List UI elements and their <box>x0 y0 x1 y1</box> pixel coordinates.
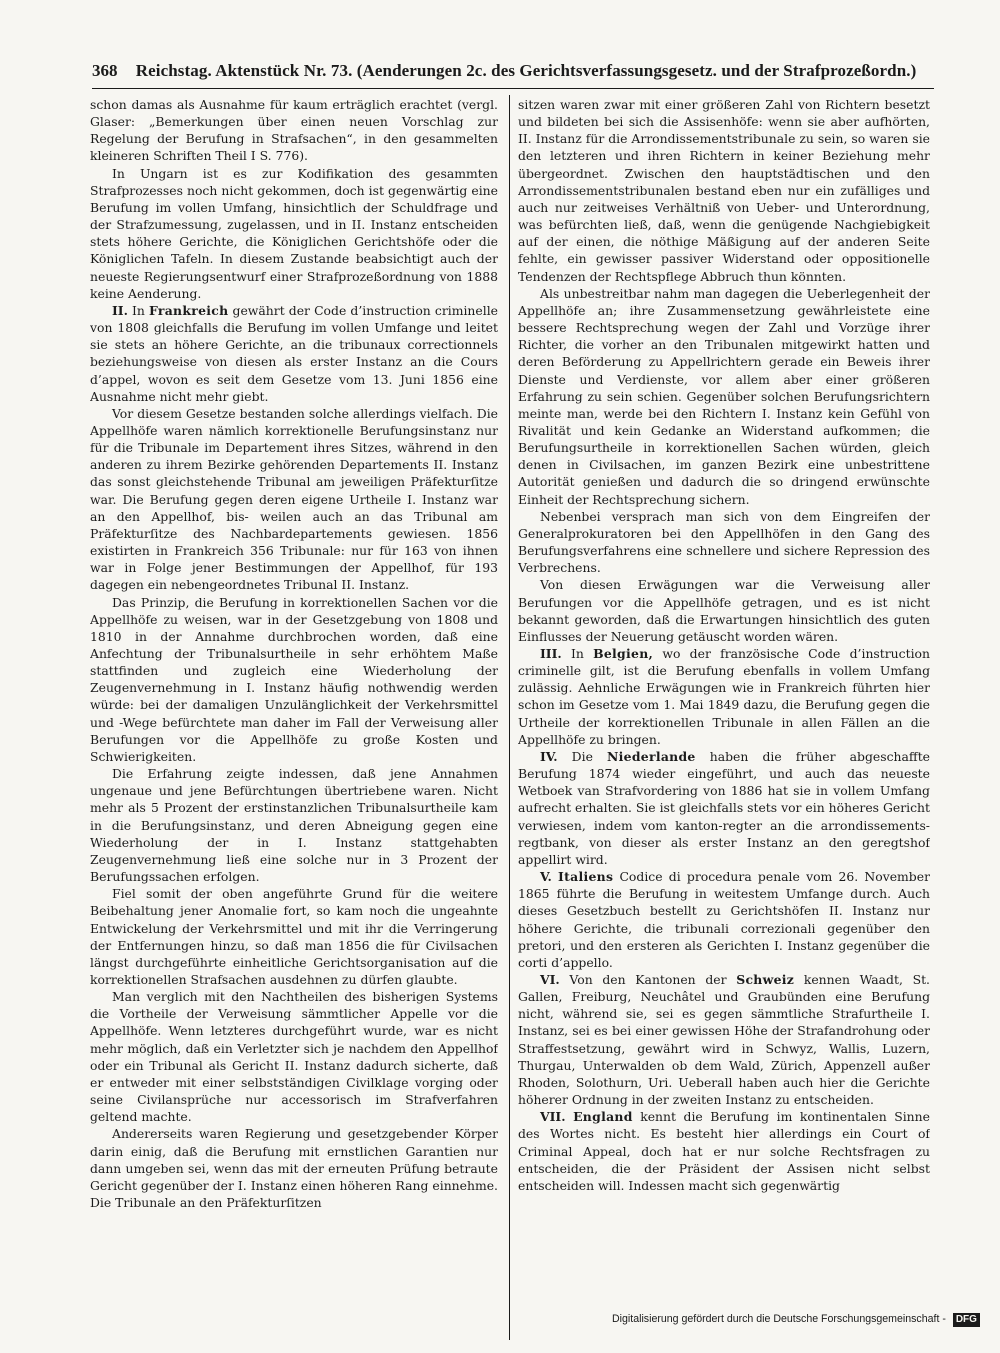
section-number: II. <box>112 302 128 318</box>
section-number: V. <box>540 869 552 885</box>
country-name: Italiens <box>558 869 614 885</box>
section-text: Codice di procedura penale vom 26. November 1865 führte die Berufung in weitestem Umfange durch. Auch dieses Gesetzbuch bestellt zu Gerichtshöfen II. Instanz nur höhere Gerichte, die tribunali correzionali gegenüber den pretori, und den ersteren als Gerichten I. Instanz gegenüber die corti d’appello. <box>518 869 930 970</box>
body-paragraph: Man verglich mit den Nachtheilen des bisherigen Systems die Vortheile der Verweisung sämmtlicher Appelle vor die Appellhöfe. Wenn letzteres durchgeführt wurde, war es nicht mehr möglich, daß ein Verletzter sich je nachdem den Appellhof oder ein Tribunal als Gericht II. Instanz dadurch sicherte, daß er entweder mit einer selbstständigen Civilklage vorging oder seine Civilansprüche nur accessorisch im Strafverfahren geltend machte. <box>90 989 498 1125</box>
section-lead <box>566 1109 574 1124</box>
body-paragraph: sitzen waren zwar mit einer größeren Zahl von Richtern besetzt und bildeten bei sich die Assisenhöfe: wenn sie aber aufhörten, II. Instanz für die Arrondissementstribunale zu sein, so waren sie den letzteren und ihren Richtern in keiner Beziehung mehr übergeordnet. Zwischen den hauptstädtischen und den Arrondissementstribunalen bestand eben nur ein zufälliges und auch nur zeitweises Verhältniß von Ueber- und Unterordnung, was befürchten ließ, daß, wenn die genügende Nachgiebigkeit auf der einen, die nöthige Mäßigung auf der anderen Seite fehlte, ein gewisser passiver Widerstand oder oppositionelle Tendenzen der Rechtspflege Abbruch thun könnten. <box>518 97 930 284</box>
section-lead: In <box>127 302 150 318</box>
header-rule <box>92 88 934 89</box>
body-paragraph: Von diesen Erwägungen war die Verweisung aller Berufungen vor die Appellhöfe getragen, und es ist nicht bekannt geworden, daß die Erwartungen hinsichtlich des guten Einflusses der Neuerung getäuscht worden wären. <box>518 577 930 644</box>
section-number: III. <box>540 646 562 661</box>
section-paragraph <box>518 971 930 1108</box>
section-paragraph <box>518 868 930 971</box>
country-name: Niederlande <box>607 748 696 764</box>
section-lead: Von den Kantonen der <box>559 971 737 987</box>
body-paragraph: Vor diesem Gesetze bestanden solche allerdings vielfach. Die Appellhöfe waren nämlich korrektionelle Berufungsinstanz nur für die Tribunale im Departement ihres Sitzes, während in den anderen zu ihrem Bezirke gehörenden Departements II. Instanz das sonst gleichstehende Tribunal am jeweiligen Präfekturſitze war. Die Berufung gegen deren eigene Urtheile I. Instanz war an den Appellhof, bis- weilen auch an das Tribunal am Präfekturſitze des Nachbardepartements gewiesen. 1856 existirten in Frankreich 356 Tribunale: nur für 163 von ihnen war in Folge jener Bestimmungen der Appellhof, für 193 dagegen ein nebengeordnetes Tribunal II. Instanz. <box>90 405 498 593</box>
section-number: VI. <box>540 971 560 987</box>
section-lead: Die <box>557 748 608 764</box>
body-paragraph: Andererseits waren Regierung und gesetzgebender Körper darin einig, daß die Berufung mit ernstlichen Garantien nur dann umgeben sei, wenn das mit der erneuten Prüfung betraute Gericht gegenüber der I. Instanz einen höheren Rang einnehme. Die Tribunale an den Präfekturſitzen <box>90 1126 498 1210</box>
running-header <box>92 58 932 84</box>
footer-text: Digitalisierung gefördert durch die Deutsche Forschungsgemeinschaft - <box>612 1313 946 1325</box>
country-name: Schweiz <box>736 971 795 987</box>
section-text: gewährt der Code d’instruction criminelle von 1808 gleichfalls die Berufung im vollen Umfange und leitet sie stets an höhere Gerichte, an die tribunaux correctionnels beziehungsweise von diesen als erster Instanz an die Cours d’appel, wovon es seit dem Gesetze vom 13. Juni 1856 eine Ausnahme nicht mehr giebt. <box>90 302 498 404</box>
body-paragraph: Fiel somit der oben angeführte Grund für die weitere Beibehaltung jener Anomalie fort, so kam noch die ungeahnte Entwickelung der Verkehrsmittel und mit ihr die Verringerung der Entfernungen hinzu, so daß man 1856 die für Civilsachen längst durchgeführte einheitliche Gerichtsorganisation auf die korrektionellen Strafsachen ausdehnen zu dürfen glaubte. <box>90 886 498 987</box>
right-column <box>518 96 930 1340</box>
section-paragraph <box>518 748 930 868</box>
body-paragraph: Das Prinzip, die Berufung in korrektionellen Sachen vor die Appellhöfe zu weisen, war in der Gesetzgebung von 1808 und 1810 in der Annahme durchbrochen worden, daß eine Anfechtung der Tribunalsurtheile in sehr erhöhtem Maße stattfinden und zugleich eine Wiederholung der Zeugenvernehmung in I. Instanz häufig nothwendig werden würde: bei der damaligen Unzulänglichkeit der Verkehrsmittel und -Wege befürchtete man daher im Fall der Verweisung aller Berufungen vor die Appellhöfe zu große Kosten und Schwierigkeiten. <box>90 594 498 764</box>
section-text: wo der französische Code d’instruction criminelle gilt, ist die Berufung ebenfalls in vollem Umfang zulässig. Aehnliche Erwägungen wie in Frankreich führten hier schon im Gesetze vom 1. Mai 1849 dazu, die Berufung gegen die Urtheile der korrektionellen Tribunale in allen Fällen an die Appellhöfe zu bringen. <box>518 646 930 747</box>
column-divider <box>509 95 510 1340</box>
section-number: VII. <box>540 1109 566 1125</box>
section-text: kennt die Berufung im kontinentalen Sinne des Wortes nicht. Es besteht hier allerdings ein Court of Criminal Appeal, doch hat er nur solche Rechtsfragen zu entscheiden, die der Präsident der Assisen nicht selbst entscheiden will. Indessen macht sich gegenwärtig <box>518 1109 930 1193</box>
section-number: IV. <box>540 748 558 764</box>
page-number: 368 <box>92 61 118 80</box>
dfg-logo: DFG <box>953 1313 980 1327</box>
footer-credit <box>612 1310 977 1328</box>
body-paragraph: Nebenbei versprach man sich von dem Eingreifen der Generalprokuratoren bei den Appellhöfen in den Gang des Berufungsverfahrens eine schnellere und sichere Repression des Verbrechens. <box>518 508 930 576</box>
body-paragraph: In Ungarn ist es zur Kodifikation des gesammten Strafprozesses noch nicht gekommen, doch ist gegenwärtig eine Berufung im vollen Umfang, hinsichtlich der Schuldfrage und der Strafzumessung, zugelassen, und in II. Instanz entscheiden stets höhere Gerichte, die Königlichen Gerichtshöfe oder die Königlichen Tafeln. In diesem Zustande beabsichtigt auch der neueste Regierungsentwurf einer Strafprozeßordnung von 1888 keine Aenderung. <box>90 165 498 301</box>
left-column <box>90 96 498 1340</box>
section-paragraph <box>518 1108 930 1194</box>
section-paragraph <box>90 302 498 405</box>
body-paragraph: Als unbestreitbar nahm man dagegen die Ueberlegenheit der Appellhöfe an; ihre Zusammensetzung gewährleistete eine bessere Rechtsprechung wegen der Zahl und Vorzüge ihrer Richter, die vorher an den Tribunalen mitgewirkt hatten und deren Beförderung zu Appellrichtern gerade ein Beweis ihrer Dienste und Verdienste, vor allem aber einer größeren Erfahrung zu sein schien. Gegenüber solchen Berufungsrichtern meinte man, werde bei den Richtern I. Instanz kein Gefühl von Rivalität und kein Gedanke an Widerstand aufkommen; die Berufungsurtheile in korrektionellen Sachen würden, gleich denen in Civilsachen, im ganzen Bezirk eine unbestrittene Autorität genießen und dadurch die so dringend erwünschte Einheit der Rechtsprechung sichern. <box>518 285 930 507</box>
header-title: Reichstag. Aktenstück Nr. 73. (Aenderungen 2c. des Gerichtsverfassungsgesetz. und der Strafprozeßordn.) <box>135 61 917 80</box>
country-name: Belgien, <box>593 646 654 661</box>
section-text: haben die früher abgeschaffte Berufung 1874 wieder eingeführt, und auch das neueste Wetboek van Strafvordering von 1886 hat sie in vollem Umfang aufrecht erhalten. Sie ist gleichfalls stets vor ein höheres Gericht verwiesen, indem vom kanton-regter an die arrondissements-regtbank, von dieser als erster Instanz an den geregtshof appellirt wird. <box>518 748 930 867</box>
section-text: kennen Waadt, St. Gallen, Freiburg, Neuchâtel und Graubünden eine Berufung nicht, während sie, sei es gegen sämmtliche Strafurtheile I. Instanz, sei es bei einer gewissen Höhe der Strafandrohung oder Straffestsetzung, gewährt wird in Schwyz, Wallis, Luzern, Thurgau, Unterwalden ob dem Wald, Zürich, Appenzell außer Rhoden, Solothurn, Uri. Ueberall haben auch hier die Gerichte höherer Ordnung in der zweiten Instanz zu entscheiden. <box>518 971 930 1108</box>
section-paragraph <box>518 645 930 748</box>
body-paragraph: schon damas als Ausnahme für kaum erträglich erachtet (vergl. Glaser: „Bemerkungen über einen neuen Vorschlag zur Regelung der Berufung in Strafsachen“, in den gesammelten kleineren Schriften Theil I S. 776). <box>90 97 498 164</box>
body-paragraph: Die Erfahrung zeigte indessen, daß jene Annahmen ungenaue und jene Befürchtungen übertriebene waren. Nicht mehr als 5 Prozent der erstinstanzlichen Tribunalsurtheile kam in die Berufungsinstanz, und deren Abneigung gegen eine Wiederholung der in I. Instanz stattgehabten Zeugenvernehmung ließ eine solche nur in 3 Prozent der Berufungssachen erfolgen. <box>90 766 498 885</box>
country-name: England <box>573 1109 633 1125</box>
country-name: Frankreich <box>149 302 229 318</box>
section-lead: In <box>561 646 594 661</box>
